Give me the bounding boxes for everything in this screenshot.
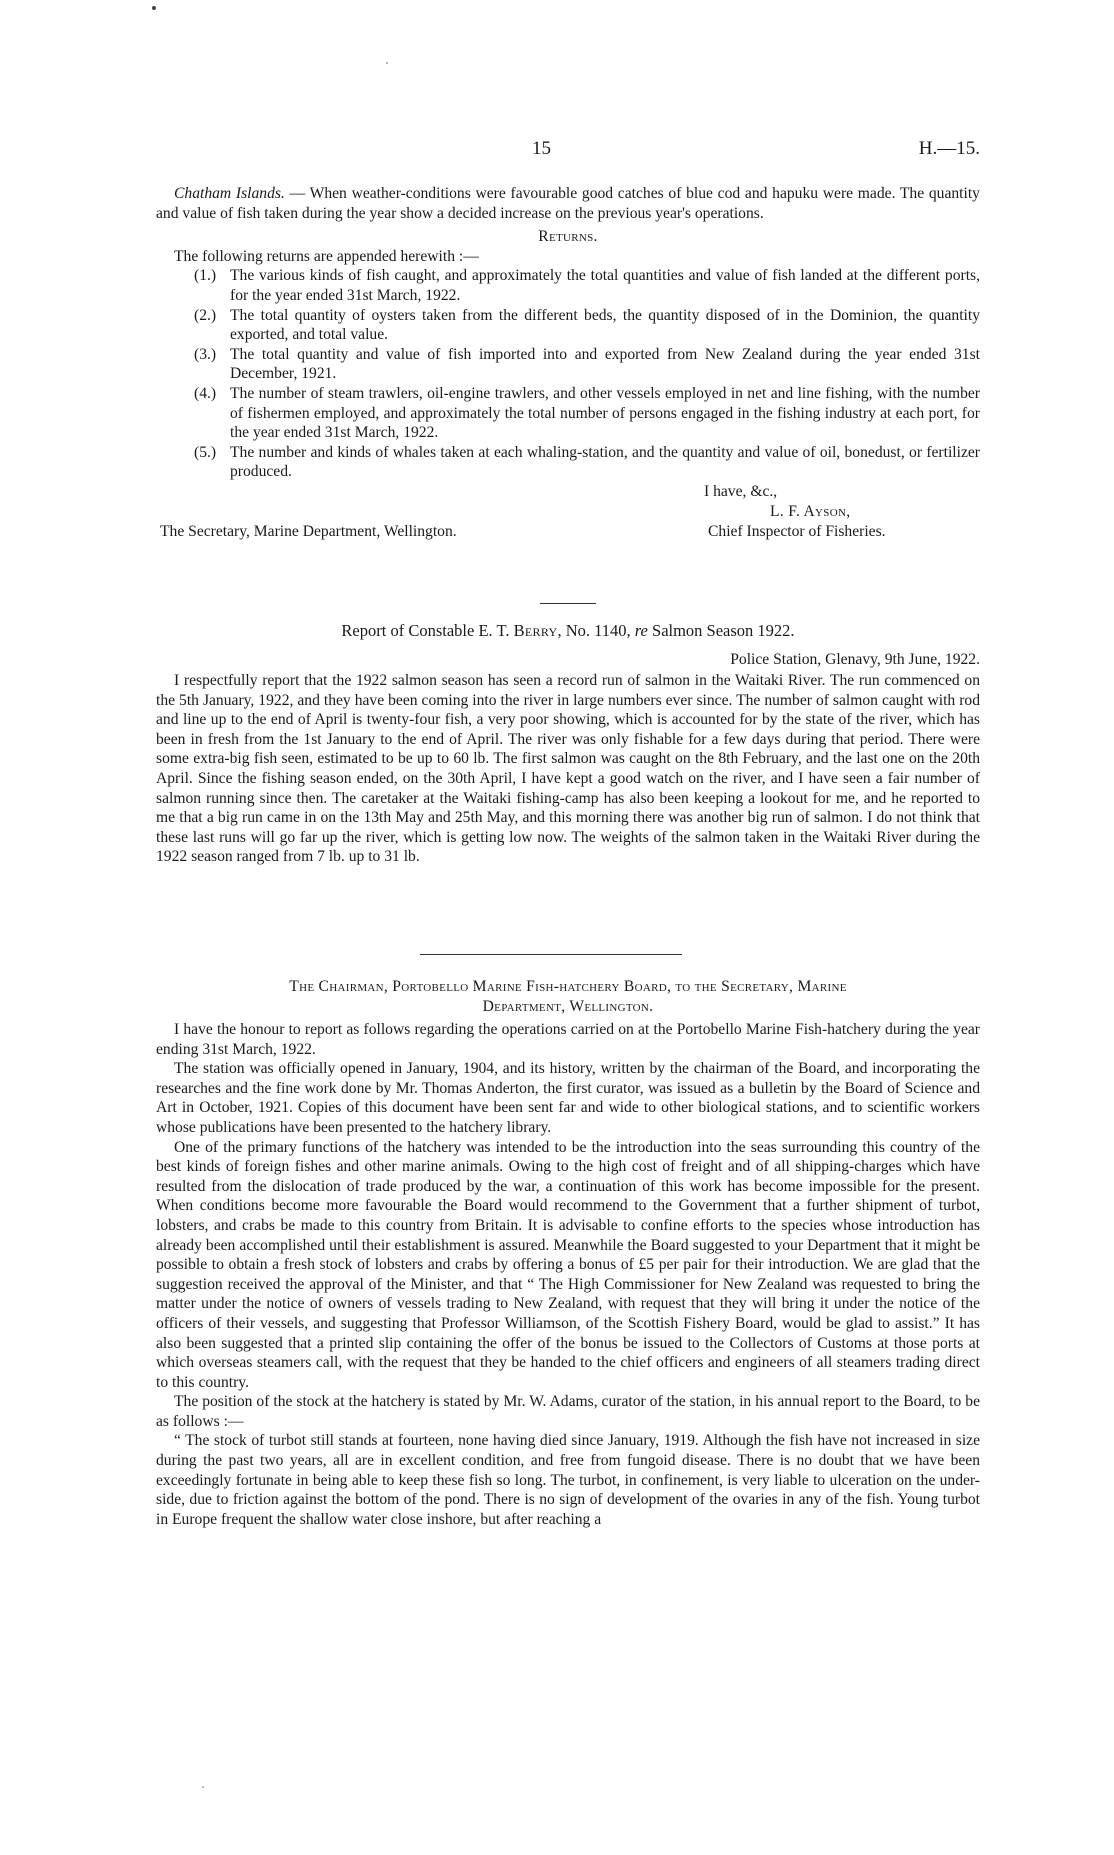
closing-salutation: I have, &c.,: [704, 482, 778, 500]
hatchery-heading: [156, 977, 980, 1016]
returns-item-text: The number and kinds of whales taken at each whaling-station, and the quantity and value of oil, bonedust, or fertilizer produced.: [230, 443, 980, 481]
berry-title-name: Berry: [513, 621, 558, 640]
berry-title-end: Salmon Season 1922.: [647, 621, 795, 640]
hatchery-heading-line1: The Chairman, Portobello Marine Fish-hatchery Board, to the Secretary, Marine: [289, 978, 847, 995]
signatory-name: L. F. Ayson,: [770, 502, 851, 520]
returns-item-number: (1.): [194, 267, 217, 285]
scan-speck: [152, 6, 156, 10]
returns-item-text: The various kinds of fish caught, and approximately the total quantities and value of fish landed at the different ports, for the year ended 31st March, 1922.: [230, 267, 980, 304]
signatory-title: Chief Inspector of Fisheries.: [708, 522, 886, 540]
returns-item-number: (4.): [194, 384, 217, 402]
berry-report-body: [156, 671, 980, 867]
hatchery-report-body: [156, 1020, 980, 1529]
berry-dateline: Police Station, Glenavy, 9th June, 1922.: [730, 651, 980, 668]
page-number: 15: [532, 138, 551, 159]
scan-speck: [386, 62, 388, 64]
returns-item-number: (2.): [194, 306, 217, 324]
section-divider-long: [420, 954, 682, 955]
returns-list-item: [156, 306, 980, 345]
addressee-row: [156, 522, 980, 542]
hatchery-paragraph: One of the primary functions of the hatchery was intended to be the introduction into the seas surrounding this country of the best kinds of foreign fishes and other marine animals. Owing to the high cost of freight and of all shipping-charges which have resulted from the dislocation of trade produced by the war, a continuation of this work has become impossible for the present. When conditions become more favourable the Board would recommend to the Government that a further shipment of turbot, lobsters, and crabs be made to this country from Britain. It is advisable to confine efforts to the species whose introduction has already been accomplished until their establishment is assured. Meanwhile the Board suggested to your Department that it might be possible to obtain a fresh stock of lobsters and crabs by offering a bonus of £5 per pair for their introduction. We are glad that the suggestion received the approval of the Minister, and that “ The High Commissioner for New Zealand was requested to bring the matter under the notice of owners of vessels trading to New Zealand, with request that they will bring it under the notice of the officers of their vessels, and suggesting that Professor Williamson, of the Scottish Fishery Board, would be glad to assist.” It has also been suggested that a printed slip containing the offer of the bonus be issued to the Collectors of Customs at those ports at which overseas steamers call, with the request that they be handed to the chief officers and engineers of all steamers trading direct to this country.: [156, 1138, 980, 1391]
returns-list-item: [156, 443, 980, 482]
signatory-row: [156, 502, 980, 522]
hatchery-paragraph: The position of the stock at the hatchery is stated by Mr. W. Adams, curator of the station, in his annual report to the Board, to be as follows :—: [156, 1393, 980, 1430]
closing-row: [156, 482, 980, 502]
hatchery-heading-line2: Department, Wellington.: [482, 997, 654, 1015]
returns-list-item: [156, 384, 980, 443]
berry-body-paragraph: I respectfully report that the 1922 salmon season has seen a record run of salmon in the Waitaki River. The run commenced on the 5th January, 1922, and they have been coming into the river in large numbers ever since. The number of salmon caught with rod and line up to the end of April is twenty-four fish, a very poor showing, which is accounted for by the state of the river, which has been in fresh from the 1st January to the end of April. The river was only fishable for a few days during that period. There were some extra-big fish seen, estimated to be up to 60 lb. The first salmon was caught on the 8th February, and the last one on the 20th April. Since the fishing season ended, on the 30th April, I have kept a good watch on the river, and I have seen a fair number of salmon running since then. The caretaker at the Waitaki fishing-camp has also been keeping a lookout for me, and he reported to me that a big run came in on the 13th May and 25th May, and this morning there was another big run of salmon. I do not think that these last runs will go far up the river, which is getting low now. The weights of the salmon taken in the Waitaki River during the 1922 season ranged from 7 lb. up to 31 lb.: [156, 672, 980, 866]
returns-item-number: (5.): [194, 443, 217, 461]
berry-title-re: re: [634, 621, 648, 640]
berry-report-title: [156, 621, 980, 641]
returns-item-text: The number of steam trawlers, oil-engine trawlers, and other vessels employed in net and line fishing, with the number of fishermen employed, and approximately the total number of persons engaged in the fishing industry at each port, for the year ended 31st March, 1922.: [230, 384, 980, 442]
chatham-heading: Chatham Islands.: [174, 185, 285, 202]
berry-title-suffix: , No. 1140,: [557, 621, 635, 640]
returns-heading: Returns.: [538, 228, 598, 246]
returns-item-text: The total quantity of oysters taken from the different beds, the quantity disposed of in the Dominion, the quantity exported, and total value.: [230, 306, 980, 344]
returns-section: [156, 184, 980, 542]
returns-list-item: [156, 345, 980, 384]
returns-list-item: [156, 266, 980, 305]
scan-speck: [202, 1786, 204, 1788]
section-divider-short: [540, 603, 596, 604]
hatchery-paragraph: I have the honour to report as follows regarding the operations carried on at the Portobello Marine Fish-hatchery during the year ending 31st March, 1922.: [156, 1021, 980, 1058]
addressee: The Secretary, Marine Department, Wellington.: [160, 522, 457, 540]
hatchery-paragraph: The station was officially opened in January, 1904, and its history, written by the chairman of the Board, and incorporating the researches and the fine work done by Mr. Thomas Anderton, the first curator, was issued as a bulletin by the Board of Science and Art in October, 1921. Copies of this document have been sent far and wide to other biological stations, and to scientific workers whose publications have been presented to the hatchery library.: [156, 1060, 980, 1136]
chatham-text: — When weather-conditions were favourable good catches of blue cod and hapuku were made. The quantity and value of fish taken during the year show a decided increase on the previous year's operations.: [156, 185, 980, 222]
returns-item-text: The total quantity and value of fish imported into and exported from New Zealand during the year ended 31st December, 1921.: [230, 345, 980, 383]
returns-intro: The following returns are appended herewith :—: [174, 247, 479, 265]
document-reference: H.—15.: [918, 138, 980, 159]
returns-item-number: (3.): [194, 345, 217, 363]
hatchery-paragraph: “ The stock of turbot still stands at fourteen, none having died since January, 1919. Although the fish have not increased in size during the past two years, all are in excellent condition, and free from fungoid disease. There is no doubt that we have been exceedingly fortunate in being able to keep these fish so long. The turbot, in confinement, is very liable to ulceration on the under-side, due to friction against the bottom of the pond. There is no sign of development of the ovaries in any of the fish. Young turbot in Europe frequent the shallow water close inshore, but after reaching a: [156, 1432, 980, 1528]
chatham-paragraph: [156, 184, 980, 223]
berry-title-prefix: Report of Constable E. T.: [341, 621, 514, 640]
